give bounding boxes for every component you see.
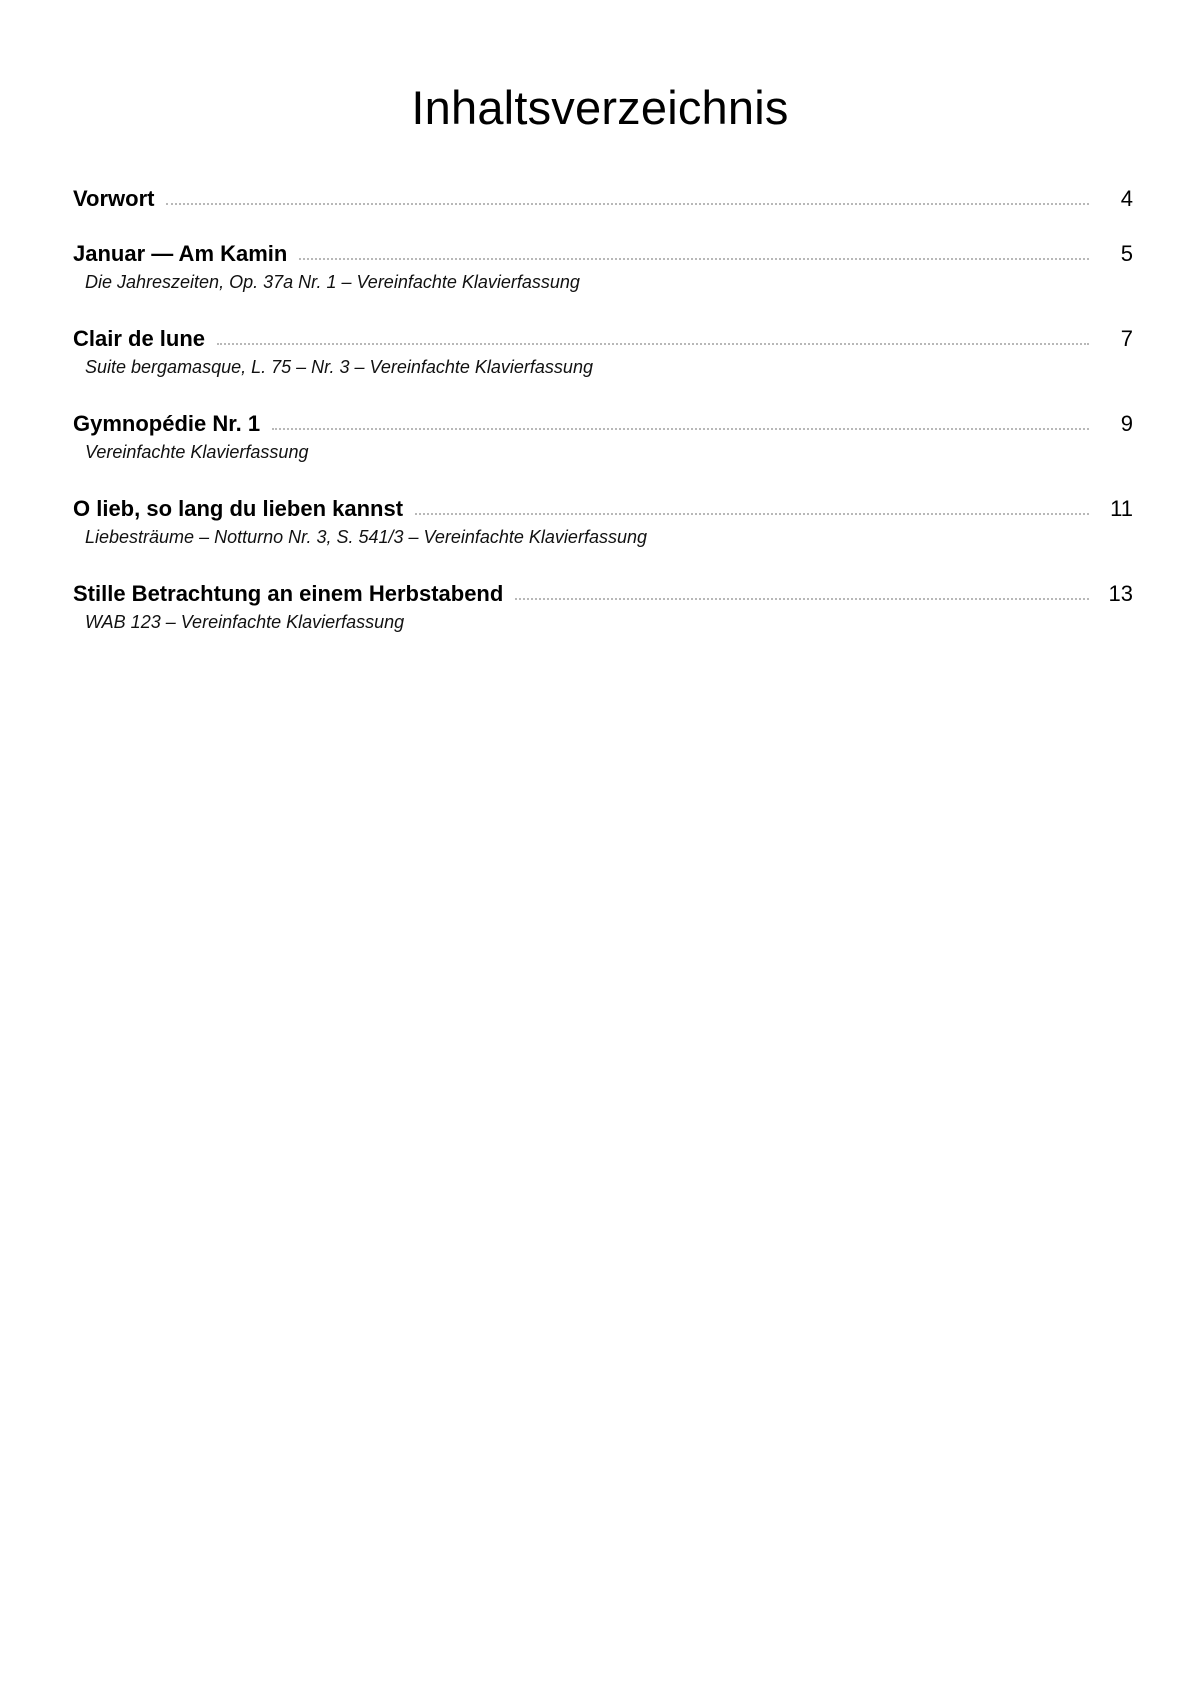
toc-page-number: 9 — [1120, 411, 1133, 436]
toc-entry-title: O lieb, so lang du lieben kannst — [73, 496, 404, 521]
toc-entry-stille-betrachtung[interactable] — [73, 575, 1133, 635]
dot-leader — [415, 513, 1089, 515]
toc-entry-title: Stille Betrachtung an einem Herbstabend — [73, 581, 504, 606]
toc-entry-januar[interactable] — [73, 235, 1133, 295]
toc-entry-subtitle: Vereinfachte Klavierfassung — [85, 442, 309, 462]
toc-entry-title: Clair de lune — [73, 326, 206, 351]
toc-entry-vorwort[interactable] — [73, 180, 1133, 214]
toc-page-number: 13 — [1108, 581, 1133, 606]
toc-page-number: 7 — [1120, 326, 1133, 351]
toc-entry-clair-de-lune[interactable] — [73, 320, 1133, 380]
toc-row — [73, 405, 1133, 439]
toc-entry-title: Gymnopédie Nr. 1 — [73, 411, 261, 436]
dot-leader — [515, 598, 1089, 600]
toc-entry-title: Vorwort — [73, 186, 155, 211]
toc-entry-subtitle: Liebesträume – Notturno Nr. 3, S. 541/3 – Vereinfachte Klavierfassung — [85, 527, 647, 547]
toc-entry-gymnopedie[interactable] — [73, 405, 1133, 465]
toc-entry-o-lieb[interactable] — [73, 490, 1133, 550]
toc-entry-title: Januar — Am Kamin — [73, 241, 288, 266]
page-title: Inhaltsverzeichnis — [411, 81, 789, 134]
toc-row — [73, 235, 1133, 269]
toc-page-number: 5 — [1120, 241, 1133, 266]
dot-leader — [299, 258, 1089, 260]
dot-leader — [166, 203, 1089, 205]
toc-page-number: 4 — [1120, 186, 1133, 211]
table-of-contents — [73, 180, 1133, 635]
toc-row — [73, 490, 1133, 524]
toc-entry-subtitle: Die Jahreszeiten, Op. 37a Nr. 1 – Vereinfachte Klavierfassung — [85, 272, 580, 292]
toc-row — [73, 320, 1133, 354]
toc-row — [73, 575, 1133, 609]
toc-entry-subtitle: WAB 123 – Vereinfachte Klavierfassung — [85, 612, 405, 632]
toc-entry-subtitle: Suite bergamasque, L. 75 – Nr. 3 – Vereinfachte Klavierfassung — [85, 357, 593, 377]
dot-leader — [272, 428, 1089, 430]
dot-leader — [217, 343, 1089, 345]
toc-page-number: 11 — [1110, 496, 1133, 521]
toc-row — [73, 180, 1133, 214]
